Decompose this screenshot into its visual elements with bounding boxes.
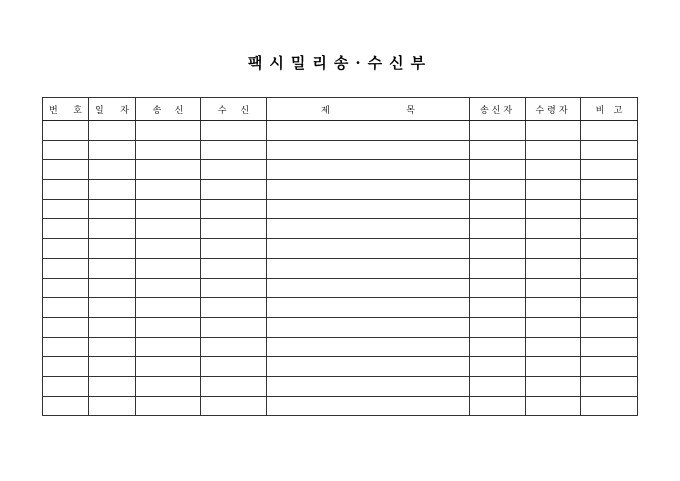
table-cell[interactable] bbox=[267, 140, 470, 160]
table-cell[interactable] bbox=[581, 239, 638, 259]
table-cell[interactable] bbox=[136, 140, 201, 160]
table-cell[interactable] bbox=[470, 239, 526, 259]
table-cell[interactable] bbox=[201, 357, 267, 377]
fax-log-table bbox=[42, 97, 638, 416]
table-cell[interactable] bbox=[470, 160, 526, 180]
table-cell[interactable] bbox=[201, 121, 267, 141]
table-cell[interactable] bbox=[89, 376, 136, 396]
table-cell[interactable] bbox=[136, 258, 201, 278]
table-cell[interactable] bbox=[89, 278, 136, 298]
table-cell[interactable] bbox=[201, 278, 267, 298]
table-cell[interactable] bbox=[43, 357, 89, 377]
table-cell[interactable] bbox=[89, 298, 136, 318]
table-cell[interactable] bbox=[43, 160, 89, 180]
table-cell[interactable] bbox=[526, 180, 581, 200]
table-cell[interactable] bbox=[267, 199, 470, 219]
table-cell[interactable] bbox=[89, 337, 136, 357]
table-cell[interactable] bbox=[470, 140, 526, 160]
table-row bbox=[43, 298, 638, 318]
table-cell[interactable] bbox=[526, 199, 581, 219]
header-remarks: 비 고 bbox=[581, 98, 638, 121]
table-cell[interactable] bbox=[581, 298, 638, 318]
table-row bbox=[43, 140, 638, 160]
table-cell[interactable] bbox=[43, 199, 89, 219]
header-row bbox=[43, 98, 638, 121]
table-cell[interactable] bbox=[581, 376, 638, 396]
table-cell[interactable] bbox=[201, 160, 267, 180]
table-cell[interactable] bbox=[267, 337, 470, 357]
table-cell[interactable] bbox=[89, 180, 136, 200]
table-cell[interactable] bbox=[136, 219, 201, 239]
table-cell[interactable] bbox=[526, 278, 581, 298]
table-cell[interactable] bbox=[136, 298, 201, 318]
table-cell[interactable] bbox=[581, 396, 638, 416]
table-cell[interactable] bbox=[89, 396, 136, 416]
table-body bbox=[43, 121, 638, 416]
table-cell[interactable] bbox=[581, 140, 638, 160]
table-cell[interactable] bbox=[526, 239, 581, 259]
header-date: 일 자 bbox=[89, 98, 136, 121]
table-cell[interactable] bbox=[470, 258, 526, 278]
header-subject: 제 목 bbox=[267, 98, 470, 121]
table-cell[interactable] bbox=[470, 337, 526, 357]
table-row bbox=[43, 180, 638, 200]
table-cell[interactable] bbox=[201, 396, 267, 416]
table-cell[interactable] bbox=[136, 317, 201, 337]
table-cell[interactable] bbox=[89, 140, 136, 160]
table-cell[interactable] bbox=[43, 376, 89, 396]
table-cell[interactable] bbox=[267, 121, 470, 141]
table-cell[interactable] bbox=[136, 180, 201, 200]
table-cell[interactable] bbox=[526, 140, 581, 160]
table-cell[interactable] bbox=[470, 121, 526, 141]
table-cell[interactable] bbox=[201, 317, 267, 337]
table-cell[interactable] bbox=[43, 239, 89, 259]
table-cell[interactable] bbox=[581, 258, 638, 278]
table-cell[interactable] bbox=[136, 121, 201, 141]
table-row bbox=[43, 199, 638, 219]
table-cell[interactable] bbox=[267, 180, 470, 200]
header-recipient: 수령자 bbox=[526, 98, 581, 121]
table-cell[interactable] bbox=[43, 180, 89, 200]
table-cell[interactable] bbox=[89, 357, 136, 377]
table-cell[interactable] bbox=[267, 396, 470, 416]
table-cell[interactable] bbox=[526, 317, 581, 337]
table-cell[interactable] bbox=[581, 317, 638, 337]
table-cell[interactable] bbox=[470, 219, 526, 239]
table-cell[interactable] bbox=[201, 239, 267, 259]
table-cell[interactable] bbox=[581, 121, 638, 141]
table-cell[interactable] bbox=[470, 298, 526, 318]
table-cell[interactable] bbox=[470, 376, 526, 396]
table-row bbox=[43, 239, 638, 259]
table-cell[interactable] bbox=[526, 376, 581, 396]
table-cell[interactable] bbox=[89, 121, 136, 141]
table-cell[interactable] bbox=[89, 239, 136, 259]
table-cell[interactable] bbox=[89, 317, 136, 337]
table-cell[interactable] bbox=[43, 140, 89, 160]
table-cell[interactable] bbox=[43, 298, 89, 318]
table-cell[interactable] bbox=[526, 160, 581, 180]
table-cell[interactable] bbox=[89, 160, 136, 180]
table-cell[interactable] bbox=[526, 396, 581, 416]
table-cell[interactable] bbox=[526, 357, 581, 377]
table-cell[interactable] bbox=[267, 317, 470, 337]
table-row bbox=[43, 160, 638, 180]
table-row bbox=[43, 396, 638, 416]
table-cell[interactable] bbox=[267, 278, 470, 298]
table-cell[interactable] bbox=[470, 317, 526, 337]
table-row bbox=[43, 317, 638, 337]
header-number: 번 호 bbox=[43, 98, 89, 121]
table-cell[interactable] bbox=[201, 180, 267, 200]
table-cell[interactable] bbox=[43, 317, 89, 337]
table-cell[interactable] bbox=[526, 298, 581, 318]
table-cell[interactable] bbox=[581, 278, 638, 298]
table-cell[interactable] bbox=[581, 180, 638, 200]
table-cell[interactable] bbox=[89, 258, 136, 278]
page-title: 팩시밀리송·수신부 bbox=[247, 54, 433, 72]
table-cell[interactable] bbox=[267, 258, 470, 278]
table-cell[interactable] bbox=[267, 239, 470, 259]
table-row bbox=[43, 357, 638, 377]
table-cell[interactable] bbox=[136, 376, 201, 396]
table-cell[interactable] bbox=[89, 219, 136, 239]
table-cell[interactable] bbox=[526, 219, 581, 239]
table-row bbox=[43, 337, 638, 357]
table-cell[interactable] bbox=[267, 376, 470, 396]
header-send: 송 신 bbox=[136, 98, 201, 121]
table-cell[interactable] bbox=[581, 199, 638, 219]
table-row bbox=[43, 258, 638, 278]
table-cell[interactable] bbox=[581, 357, 638, 377]
table-cell[interactable] bbox=[136, 278, 201, 298]
table-cell[interactable] bbox=[526, 258, 581, 278]
table-row bbox=[43, 121, 638, 141]
table-cell[interactable] bbox=[136, 239, 201, 259]
table-cell[interactable] bbox=[136, 357, 201, 377]
table-cell[interactable] bbox=[470, 180, 526, 200]
table-cell[interactable] bbox=[136, 396, 201, 416]
table-cell[interactable] bbox=[43, 219, 89, 239]
table-cell[interactable] bbox=[201, 219, 267, 239]
table-row bbox=[43, 278, 638, 298]
table-row bbox=[43, 219, 638, 239]
table-cell[interactable] bbox=[136, 337, 201, 357]
table-cell[interactable] bbox=[267, 357, 470, 377]
table-cell[interactable] bbox=[470, 396, 526, 416]
table-cell[interactable] bbox=[201, 376, 267, 396]
table-cell[interactable] bbox=[43, 258, 89, 278]
table-cell[interactable] bbox=[267, 160, 470, 180]
table-cell[interactable] bbox=[136, 199, 201, 219]
table-cell[interactable] bbox=[201, 337, 267, 357]
table-cell[interactable] bbox=[201, 298, 267, 318]
table-cell[interactable] bbox=[581, 337, 638, 357]
table-cell[interactable] bbox=[581, 219, 638, 239]
table-cell[interactable] bbox=[526, 337, 581, 357]
table-cell[interactable] bbox=[43, 396, 89, 416]
table-cell[interactable] bbox=[201, 140, 267, 160]
header-sender: 송신자 bbox=[470, 98, 526, 121]
table-cell[interactable] bbox=[470, 357, 526, 377]
table-row bbox=[43, 376, 638, 396]
table-cell[interactable] bbox=[136, 160, 201, 180]
table-cell[interactable] bbox=[581, 160, 638, 180]
table-cell[interactable] bbox=[470, 199, 526, 219]
table-cell[interactable] bbox=[201, 258, 267, 278]
table-cell[interactable] bbox=[470, 278, 526, 298]
table-cell[interactable] bbox=[43, 337, 89, 357]
table-cell[interactable] bbox=[201, 199, 267, 219]
header-receive: 수 신 bbox=[201, 98, 267, 121]
table-cell[interactable] bbox=[267, 219, 470, 239]
table-cell[interactable] bbox=[89, 199, 136, 219]
table-cell[interactable] bbox=[526, 121, 581, 141]
table-cell[interactable] bbox=[267, 298, 470, 318]
table-cell[interactable] bbox=[43, 278, 89, 298]
table-cell[interactable] bbox=[43, 121, 89, 141]
